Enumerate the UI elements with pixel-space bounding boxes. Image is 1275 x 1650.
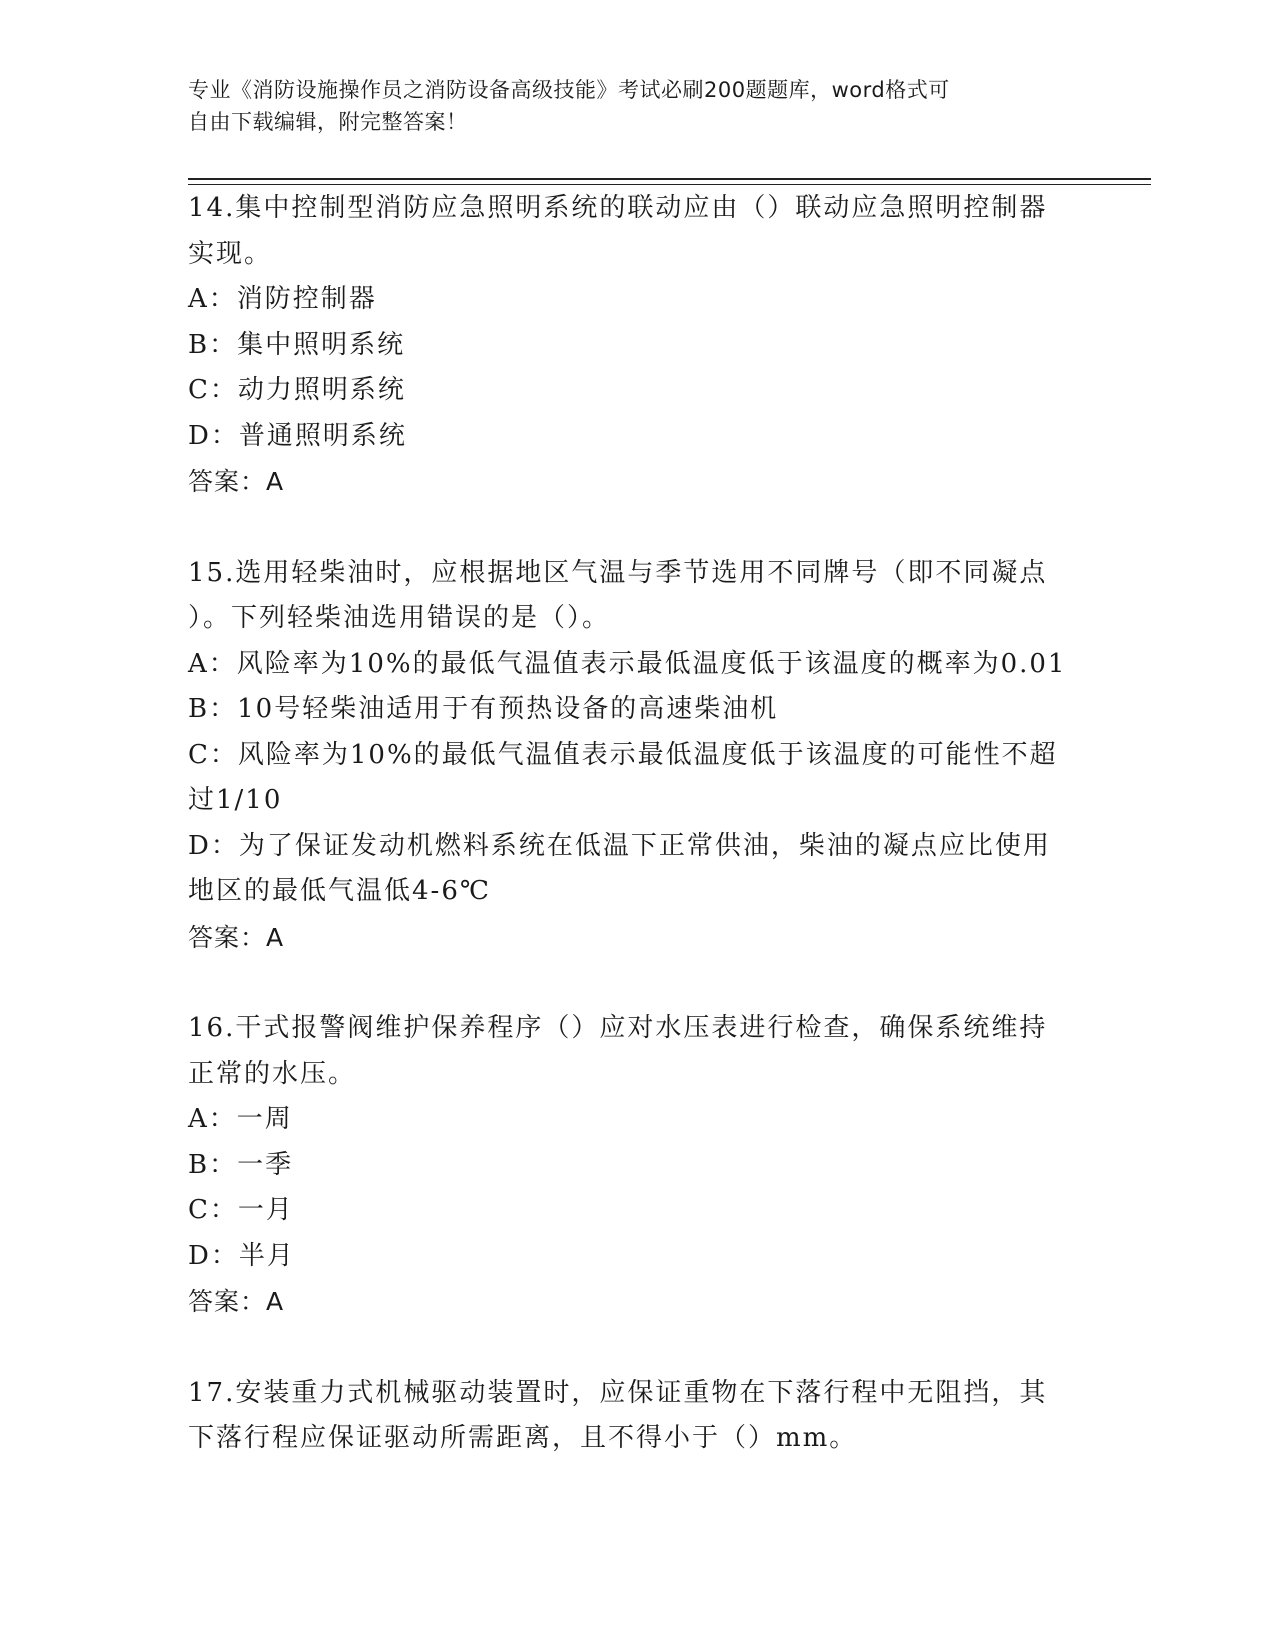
question-17 [188, 1371, 1088, 1462]
question-stem-line: 15.选用轻柴油时，应根据地区气温与季节选用不同牌号（即不同凝点 [188, 557, 1048, 588]
option-d: D：普通照明系统 [188, 420, 407, 451]
option-b: B：集中照明系统 [188, 329, 406, 360]
document-header [188, 74, 1088, 138]
option-d-continued: 地区的最低气温低4-6℃ [188, 876, 491, 906]
question-16 [188, 1006, 1088, 1325]
question-15 [188, 551, 1088, 961]
answer-label: 答案：A [188, 1287, 285, 1316]
option-c-continued: 过1/10 [188, 785, 283, 815]
question-stem-line: 14.集中控制型消防应急照明系统的联动应由（）联动应急照明控制器 [188, 193, 1048, 223]
header-line-2: 自由下载编辑，附完整答案！ [188, 110, 468, 134]
question-14 [188, 186, 1088, 505]
question-stem-line: 下落行程应保证驱动所需距离，且不得小于（）mm。 [188, 1423, 858, 1453]
question-stem-line: 16.干式报警阀维护保养程序（）应对水压表进行检查，确保系统维持 [188, 1013, 1048, 1043]
option-d: D：半月 [188, 1240, 295, 1271]
option-a: A：消防控制器 [188, 284, 377, 314]
question-list [188, 186, 1088, 1462]
option-c: C：一月 [188, 1195, 294, 1225]
option-c: C：动力照明系统 [188, 375, 406, 405]
header-divider-thin [188, 184, 1151, 185]
question-stem-line: 正常的水压。 [188, 1058, 357, 1089]
header-line-1: 专业《消防设施操作员之消防设备高级技能》考试必刷200题题库，word格式可 [188, 78, 950, 102]
option-a: A：风险率为10%的最低气温值表示最低温度低于该温度的概率为0.01 [188, 648, 1067, 679]
option-b: B：10号轻柴油适用于有预热设备的高速柴油机 [188, 694, 779, 724]
answer-label: 答案：A [188, 467, 285, 496]
option-d: D：为了保证发动机燃料系统在低温下正常供油，柴油的凝点应比使用 [188, 830, 1051, 861]
question-stem-line: ）。下列轻柴油选用错误的是（）。 [188, 603, 611, 633]
answer-label: 答案：A [188, 922, 285, 952]
question-stem-line: 17.安装重力式机械驱动装置时，应保证重物在下落行程中无阻挡，其 [188, 1377, 1048, 1408]
option-b: B：一季 [188, 1149, 294, 1180]
question-stem-line: 实现。 [188, 238, 273, 269]
header-divider-thick [188, 178, 1151, 180]
option-a: A：一周 [188, 1104, 293, 1134]
option-c: C：风险率为10%的最低气温值表示最低温度低于该温度的可能性不超 [188, 739, 1058, 770]
